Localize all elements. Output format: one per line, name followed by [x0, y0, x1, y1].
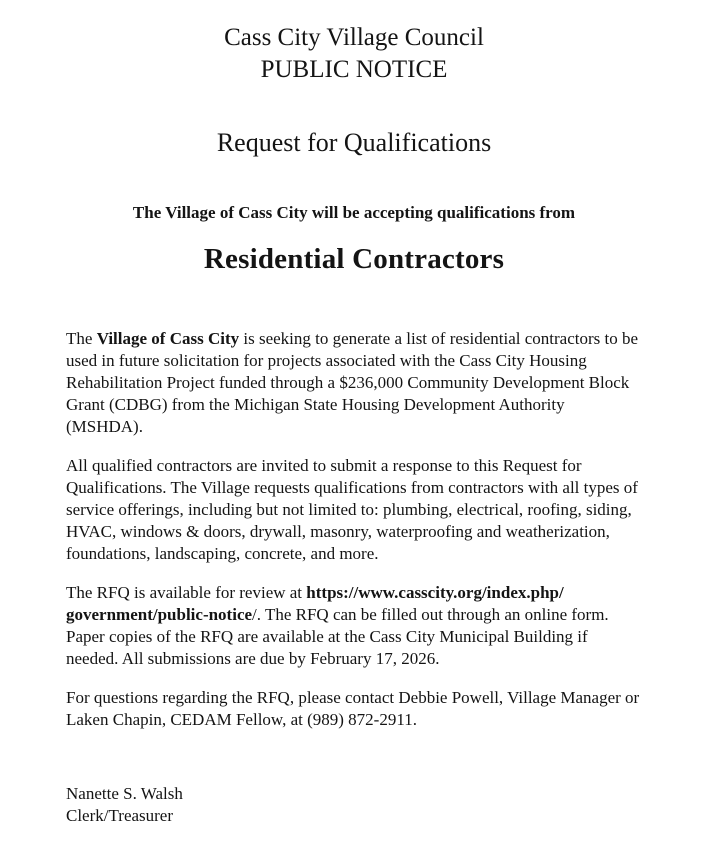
- notice-type: PUBLIC NOTICE: [260, 56, 448, 83]
- signature-block: [66, 783, 708, 827]
- text-run: is seeking to generate a list of residential contractors to be used in future solicitation for projects associated with the Cass City Housing Rehabilitation Project funded through a $236,000 Community Development Block Grant (CDBG) from the Michigan State Housing Development Authority (MSHDA).: [66, 329, 639, 436]
- signer-title: Clerk/Treasurer: [66, 806, 174, 825]
- bold-text: Village of Cass City: [96, 329, 240, 348]
- text-run: All qualified contractors are invited to submit a response to this Request for Qualifications. The Village requests qualifications from contractors with all types of service offerings, including but not limited to: plumbing, electrical, roofing, siding, HVAC, windows & doors, drywall, masonry, waterproofing and weatherization, foundations, landscaping, concrete, and more.: [66, 456, 638, 563]
- text-run: The RFQ is available for review at: [66, 583, 307, 602]
- rfq-url: https://www.casscity.org/index.php/: [306, 583, 564, 602]
- paragraph-rfq-access: [66, 582, 644, 670]
- text-run: For questions regarding the RFQ, please contact Debbie Powell, Village Manager or Laken Chapin, CEDAM Fellow, at (989) 872-2911.: [66, 688, 640, 729]
- paragraph-services: [66, 455, 644, 565]
- paragraph-contact: [66, 687, 644, 731]
- rfq-url-path: government/public-notice: [66, 605, 253, 624]
- org-name: Cass City Village Council: [224, 24, 484, 51]
- signer-name: Nanette S. Walsh: [66, 784, 183, 803]
- paragraph-overview: [66, 328, 644, 438]
- document-title: [0, 22, 708, 86]
- intro-line: The Village of Cass City will be accepting qualifications from: [132, 203, 576, 222]
- headline: Residential Contractors: [203, 243, 505, 275]
- notice-body: [66, 328, 644, 731]
- text-run: The: [66, 329, 97, 348]
- notice-header: [0, 22, 708, 278]
- rfq-title: Request for Qualifications: [216, 128, 492, 157]
- text-run: /. The RFQ can be filled out through an online form. Paper copies of the RFQ are available at the Cass City Municipal Building if needed. All submissions are due by February 17, 2026.: [66, 605, 609, 668]
